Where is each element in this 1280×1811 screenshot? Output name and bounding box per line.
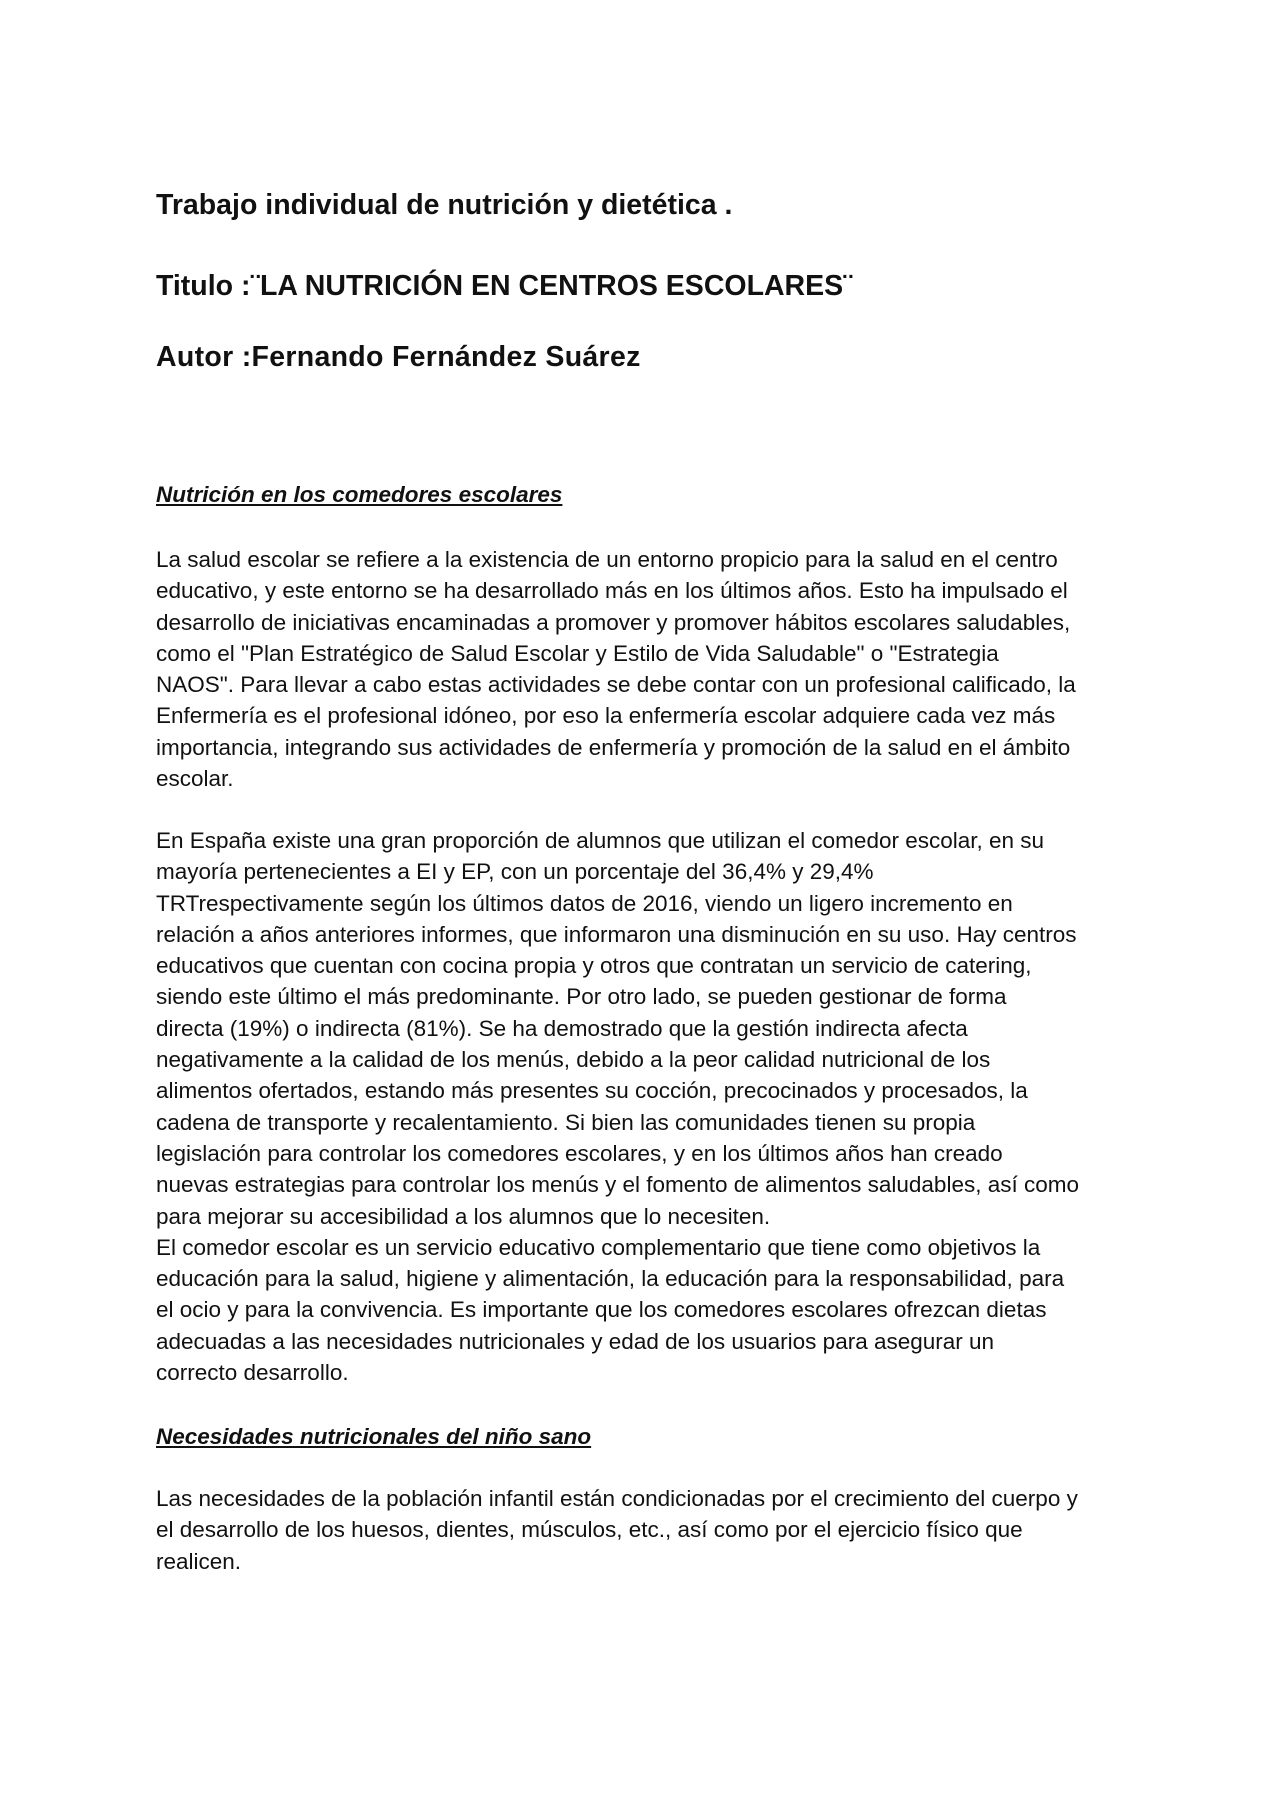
text-line: desarrollo de iniciativas encaminadas a promover y promover hábitos escolares saludables, <box>156 609 1071 635</box>
text-line: educativos que cuentan con cocina propia y otros que contratan un servicio de catering, <box>156 953 1032 979</box>
text-line: realicen. <box>156 1548 242 1574</box>
text-line: La salud escolar se refiere a la existencia de un entorno propicio para la salud en el centro <box>156 547 1058 572</box>
section-heading-comedores: Nutrición en los comedores escolares <box>156 482 563 507</box>
text-line: adecuadas a las necesidades nutricionales y edad de los usuarios para asegurar un <box>156 1328 995 1354</box>
text-line: negativamente a la calidad de los menús, debido a la peor calidad nutricional de los <box>156 1047 991 1073</box>
text-line: para mejorar su accesibilidad a los alumnos que lo necesiten. <box>156 1203 771 1229</box>
text-line: educativo, y este entorno se ha desarrollado más en los últimos años. Esto ha impulsado el <box>156 578 1068 604</box>
text-line: relación a años anteriores informes, que informaron una disminución en su uso. Hay centros <box>156 921 1077 947</box>
text-line: legislación para controlar los comedores escolares, y en los últimos años han creado <box>156 1140 1003 1166</box>
text-line: cadena de transporte y recalentamiento. Si bien las comunidades tienen su propia <box>156 1109 976 1135</box>
document-subtitle: Titulo :¨LA NUTRICIÓN EN CENTROS ESCOLARES¨ <box>156 270 853 302</box>
text-line: TRTrespectivamente según los últimos datos de 2016, viendo un ligero incremento en <box>156 890 1013 916</box>
paragraph-salud-escolar <box>156 544 1136 794</box>
text-line: alimentos ofertados, estando más presentes su cocción, precocinados y procesados, la <box>156 1078 1028 1104</box>
text-line: mayoría pertenecientes a EI y EP, con un porcentaje del 36,4% y 29,4% <box>156 859 874 885</box>
document-author: Autor :Fernando Fernández Suárez <box>156 341 641 373</box>
section-heading-necesidades: Necesidades nutricionales del niño sano <box>156 1424 592 1449</box>
text-line: Enfermería es el profesional idóneo, por eso la enfermería escolar adquiere cada vez más <box>156 703 1056 729</box>
text-line: siendo este último el más predominante. Por otro lado, se pueden gestionar de forma <box>156 984 1007 1010</box>
text-line: como el "Plan Estratégico de Salud Escolar y Estilo de Vida Saludable" o "Estrategia <box>156 640 999 666</box>
text-line: nuevas estrategias para controlar los menús y el fomento de alimentos saludables, así como <box>156 1172 1079 1198</box>
text-line: el desarrollo de los huesos, dientes, músculos, etc., así como por el ejercicio físico que <box>156 1517 1023 1543</box>
text-line: Las necesidades de la población infantil están condicionadas por el crecimiento del cuerpo y <box>156 1486 1078 1511</box>
document-title: Trabajo individual de nutrición y dietética . <box>156 189 733 221</box>
text-line: directa (19%) o indirecta (81%). Se ha demostrado que la gestión indirecta afecta <box>156 1015 968 1041</box>
paragraph-comedor-espana <box>156 825 1136 1388</box>
text-line: NAOS". Para llevar a cabo estas actividades se debe contar con un profesional calificado, la <box>156 672 1076 698</box>
text-line: En España existe una gran proporción de alumnos que utilizan el comedor escolar, en su <box>156 828 1045 853</box>
text-line: escolar. <box>156 766 234 792</box>
text-line: el ocio y para la convivencia. Es importante que los comedores escolares ofrezcan dietas <box>156 1297 1047 1323</box>
paragraph-necesidades <box>156 1483 1136 1577</box>
text-line: importancia, integrando sus actividades de enfermería y promoción de la salud en el ámbito <box>156 734 1071 760</box>
text-line: educación para la salud, higiene y alimentación, la educación para la responsabilidad, para <box>156 1266 1065 1292</box>
text-line: correcto desarrollo. <box>156 1360 349 1386</box>
text-line: El comedor escolar es un servicio educativo complementario que tiene como objetivos la <box>156 1234 1041 1260</box>
